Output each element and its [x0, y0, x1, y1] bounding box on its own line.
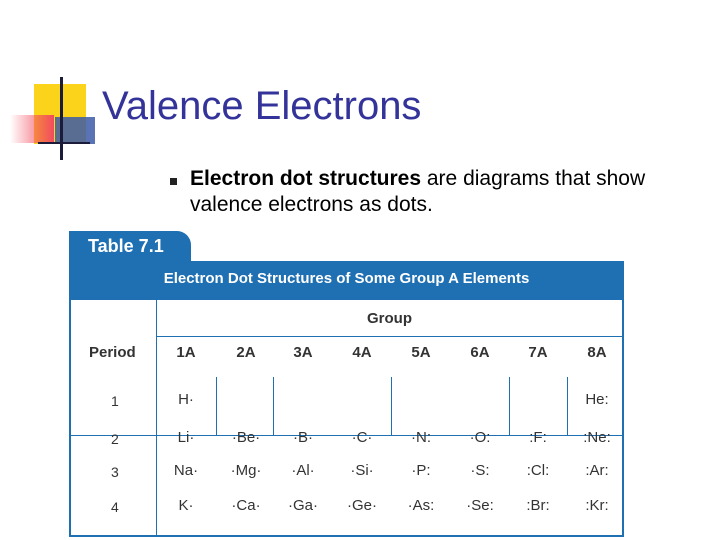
decor-horizontal-line: [38, 142, 90, 144]
rule-under-group: [156, 336, 622, 337]
dot-structure-p2-2a: ·Be·: [231, 429, 261, 446]
group-header-3a: 3A: [293, 344, 313, 361]
dot-structure-p3-6a: ·S:: [470, 462, 490, 479]
period-1: 1: [111, 393, 119, 409]
period-label: Period: [89, 344, 136, 361]
dot-structure-p3-7a: :Cl:: [526, 462, 550, 479]
divider-row1-d: [509, 377, 510, 435]
dot-structure-p4-2a: ·Ca·: [231, 497, 261, 514]
bullet-marker: [170, 178, 177, 185]
group-header-5a: 5A: [411, 344, 431, 361]
decor-red-bar: [10, 115, 54, 143]
dot-structure-p4-4a: ·Ge·: [347, 497, 377, 514]
group-header-2a: 2A: [236, 344, 256, 361]
group-label: Group: [367, 310, 412, 327]
period-4: 4: [111, 499, 119, 515]
dot-structure-p4-3a: ·Ga·: [288, 497, 318, 514]
dot-structure-p2-7a: :F:: [529, 429, 547, 446]
dot-structure-p3-5a: ·P:: [411, 462, 431, 479]
group-header-1a: 1A: [176, 344, 196, 361]
dot-structure-p3-8a: :Ar:: [585, 462, 609, 479]
divider-row1-b: [273, 377, 274, 435]
period-2: 2: [111, 431, 119, 447]
group-header-7a: 7A: [528, 344, 548, 361]
dot-structure-p1-8a: He:: [585, 391, 609, 408]
dot-structure-p3-2a: ·Mg·: [230, 462, 262, 479]
bullet-bold-term: Electron dot structures: [190, 167, 422, 190]
dot-structure-p2-4a: ·C·: [351, 429, 373, 446]
divider-row1-c: [391, 377, 392, 435]
bullet-rest: are diagrams that show valence electrons as dots.: [190, 167, 646, 216]
group-header-4a: 4A: [352, 344, 372, 361]
dot-structure-p4-7a: :Br:: [526, 497, 550, 514]
dot-structure-p4-8a: :Kr:: [585, 497, 609, 514]
decor-vertical-line: [60, 77, 63, 160]
dot-structure-p2-6a: ·O:: [469, 429, 491, 446]
electron-dot-table: [69, 231, 624, 537]
table-heading: Electron Dot Structures of Some Group A Elements: [71, 261, 622, 300]
period-3: 3: [111, 464, 119, 480]
dot-structure-p1-1a: H·: [178, 391, 194, 408]
dot-structure-p2-8a: :Ne:: [583, 429, 611, 446]
table-box: [69, 261, 624, 537]
dot-structure-p2-3a: ·B·: [293, 429, 313, 446]
dot-structure-p4-6a: ·Se:: [466, 497, 494, 514]
group-header-6a: 6A: [470, 344, 490, 361]
dot-structure-p2-5a: ·N:: [411, 429, 431, 446]
slide-title: Valence Electrons: [102, 84, 422, 128]
table-tab-label: Table 7.1: [69, 231, 191, 261]
divider-row1-a: [216, 377, 217, 435]
dot-structure-p4-5a: ·As:: [407, 497, 435, 514]
dot-structure-p3-1a: Na·: [173, 462, 199, 479]
dot-structure-p4-1a: K·: [178, 497, 194, 514]
dot-structure-p3-4a: ·Si·: [350, 462, 374, 479]
bullet-text: [190, 166, 690, 218]
table-grid: [71, 300, 622, 535]
dot-structure-p3-3a: ·Al·: [291, 462, 315, 479]
group-header-8a: 8A: [587, 344, 607, 361]
dot-structure-p2-1a: Li·: [177, 429, 195, 446]
